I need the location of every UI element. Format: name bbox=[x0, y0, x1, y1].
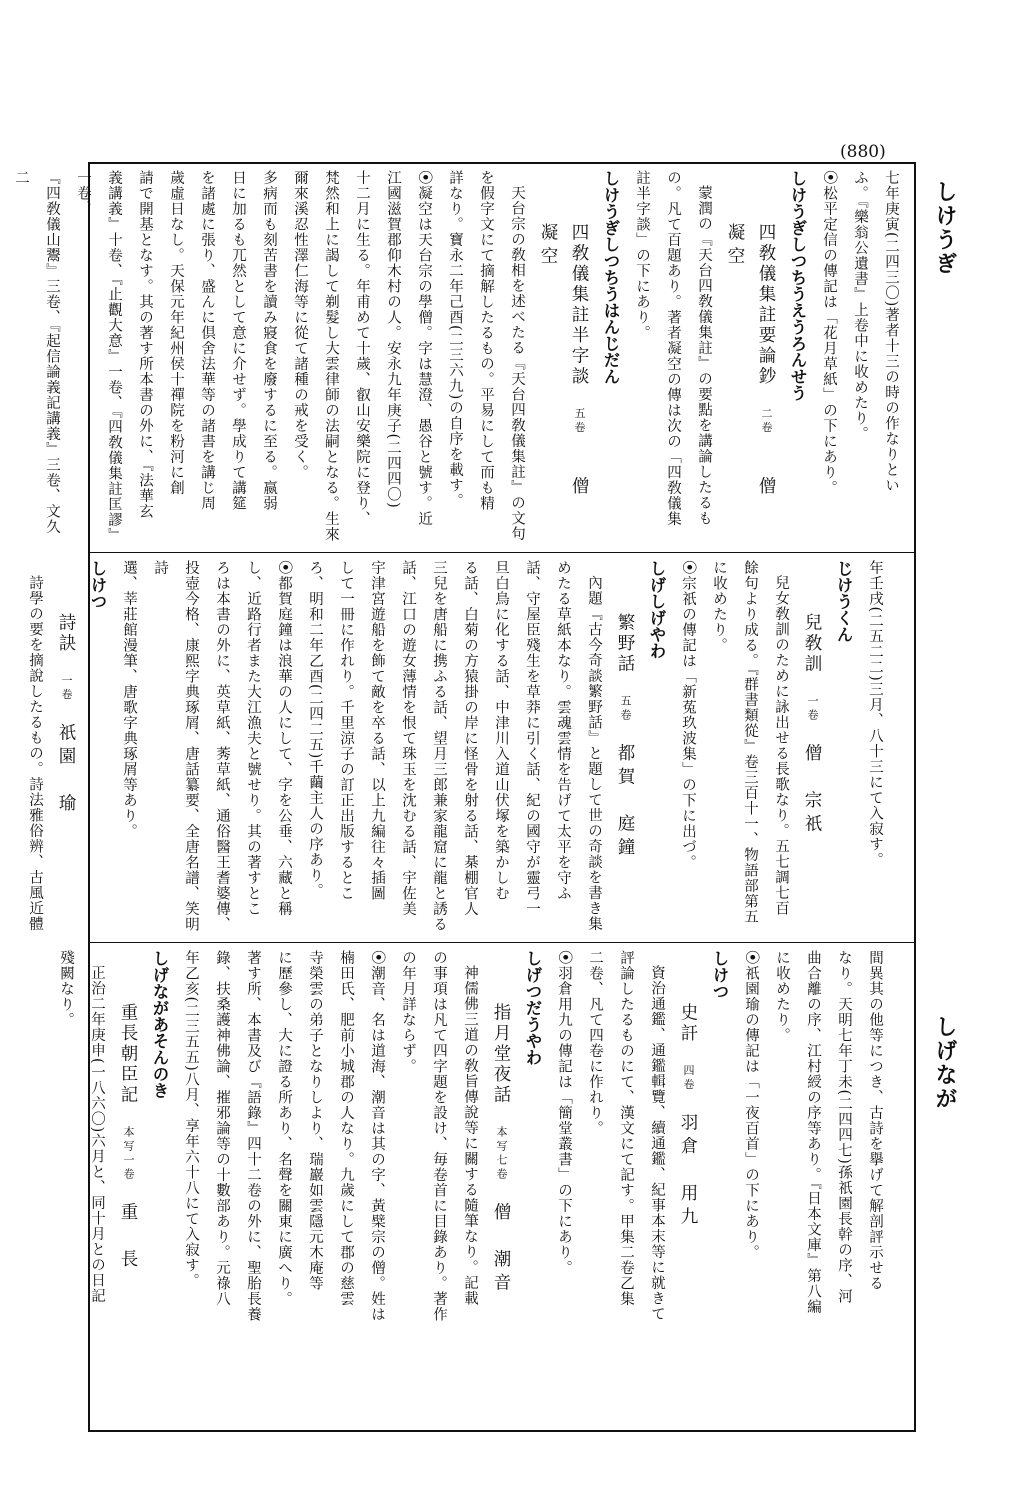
body-line: ⦿宗祇の傳記は「新菟玖波集」の下に出づ。 bbox=[680, 560, 696, 870]
body-line: ⦿潮音、名は道海、潮音は其の字、黃檗宗の僧。姓は bbox=[369, 950, 385, 1322]
body-line: の。凡て百題あり。著者凝空の傳は次の「四敎儀集 bbox=[665, 170, 681, 527]
entry-title: 詩訣 bbox=[56, 612, 76, 654]
entry-title: 指月堂夜話 bbox=[491, 1002, 511, 1105]
body-line: 年乙亥(二三五五)八月、享年六十八にて入寂す。 bbox=[183, 950, 199, 1289]
entry-volumes: 一卷 bbox=[806, 694, 819, 723]
body-line: 天台宗の敎相を述べたる『天台四敎儀集註』の文句 bbox=[509, 184, 525, 541]
continuation-line: 年壬戌(二五二二)三月、八十三にて入寂す。 bbox=[867, 560, 883, 868]
body-line: 正治二年庚申(一八六〇)六月と、同十月との日記 bbox=[89, 964, 105, 1304]
entry-author: 重 長 bbox=[118, 1202, 138, 1273]
continuation-line: 曲合離の序、江村綬の序等あり。『日本文庫』第八編 bbox=[805, 950, 821, 1315]
body-line: 資治通鑑、通鑑輯覽、續通鑑、紀事本末等に就きて bbox=[649, 964, 665, 1321]
entry-title-row bbox=[609, 560, 641, 935]
entry-title: 繁野話 bbox=[615, 612, 635, 674]
body-line: 話、江口の遊女薄情を恨て珠玉を沈むる話、宇佐美 bbox=[400, 560, 416, 917]
body-line: して一冊に作れり。千里涼子の訂正出版するとこ bbox=[338, 560, 354, 901]
body-line: ⦿都賀庭鐘は浪華の人にして、字を公垂、六藏と稱 bbox=[276, 560, 292, 917]
body-line: 寺榮雲の弟子となりしより、瑞巖如雲隱元木庵等 bbox=[307, 950, 323, 1291]
entry-volumes: 五卷 bbox=[619, 694, 632, 723]
body-line: ろ、明和二年乙酉(二四二五)千繭主人の序あり。 bbox=[307, 560, 323, 899]
body-line: を假字文にて摘解したるもの。平易にして而も精 bbox=[478, 170, 494, 511]
entry-author: 羽倉 用九 bbox=[678, 1112, 698, 1230]
entry-volumes: 四卷 bbox=[682, 1064, 695, 1092]
continuation-line: に收めたり。 bbox=[774, 950, 790, 1043]
entry-kana: しげながあそんのき bbox=[150, 950, 169, 1099]
entry-title-row bbox=[112, 950, 144, 1420]
section-top bbox=[13, 170, 906, 545]
body-line: 餘句より成る。『群書類從』卷三百十一、物語部第五 bbox=[742, 560, 758, 925]
entry-title-row bbox=[796, 560, 828, 935]
continuation-line: ⦿松平定信の傳記は「花月草紙」の下にあり。 bbox=[821, 170, 837, 496]
entry-title: 兒敎訓 bbox=[802, 612, 822, 674]
body-line: ⦿羽倉用九の傳記は「簡堂叢書」の下にあり。 bbox=[556, 950, 572, 1276]
body-line: 江國滋賀郡仰木村の人。安永九年庚子(二四四〇) bbox=[385, 170, 401, 509]
body-line: 兒女敎訓のために詠出せる長歌なり。五七調七百 bbox=[773, 574, 789, 916]
entry-kana: じけうくん bbox=[834, 560, 853, 643]
section-divider bbox=[88, 552, 916, 553]
body-line: 錄、扶桑護神佛論、摧邪論等の十數部あり。元祿八 bbox=[214, 950, 230, 1307]
entry-volumes: 五卷 bbox=[573, 407, 586, 435]
entry-kana: しげつだうやわ bbox=[523, 950, 542, 1066]
body-line: 梵然和上に謁して剃髮し大雲律師の法嗣となる。生來 bbox=[323, 170, 339, 542]
body-line: 『四敎儀山鬻』三卷、『起信論義記講義』三卷、文久二 bbox=[13, 170, 60, 535]
entry-author: 僧 宗祇 bbox=[802, 743, 822, 837]
body-line: 爾來溪忍性澤仁海等に從て諸種の戒を受く。 bbox=[292, 170, 308, 480]
body-line: 十二月に生る。年甫めて十歲、叡山安樂院に登り、 bbox=[354, 170, 370, 527]
body-line: る話、白菊の方猿掛の岸に怪骨を射る話、棊棚官人 bbox=[462, 560, 478, 917]
section-divider bbox=[88, 942, 916, 943]
continuation-line: 七年庚寅(二四三〇)著者十三の時の作なりとい bbox=[883, 170, 899, 494]
body-line: 投壺今格、康熙字典琢屑、唐話纂要、全唐名譜、笑明詩 bbox=[152, 560, 199, 932]
entry-volumes: 一卷 bbox=[122, 1153, 135, 1182]
entry-kana: しけうぎしつちうはんじだん bbox=[601, 170, 620, 385]
continuation-line: 間異其の他等につき、古詩を擧げて解剖評示せる bbox=[867, 950, 883, 1291]
running-header-right: しけうぎ bbox=[932, 180, 958, 276]
entry-volumes: 一卷 bbox=[60, 674, 73, 702]
body-line: 請で開基となす。其の著す所本書の外に、『法華玄 bbox=[137, 170, 153, 520]
body-line: 三兒を唐船に携ふる話、望月三郎兼家龍窟に龍と誘る bbox=[431, 560, 447, 932]
body-line: 選、莘莊館漫筆、唐歌字典琢屑等あり。 bbox=[121, 560, 137, 839]
entry-title-row bbox=[719, 170, 782, 545]
entry-volumes: 七卷 bbox=[495, 1153, 508, 1182]
continuation-line: ⦿祇園瑜の傳記は「一夜百首」の下にあり。 bbox=[743, 950, 759, 1260]
body-line: し、近路行者また大江漁夫と號せり。其の著すとこ bbox=[245, 560, 261, 917]
entry-author: 祇園 瑜 bbox=[56, 722, 76, 817]
entry-author: 僧 凝空 bbox=[538, 222, 589, 523]
entry-author: 僧 潮音 bbox=[491, 1202, 511, 1296]
page-number: (880) bbox=[840, 142, 886, 162]
section-middle bbox=[27, 560, 890, 935]
body-line: に收めたり。 bbox=[711, 560, 727, 653]
body-line: 蒙潤の『天台四敎儀集註』の要點を講論したるも bbox=[696, 184, 712, 526]
running-header-left: しげなが bbox=[932, 1015, 958, 1111]
body-line: 日に加るも兀然として意に介せず。學成りて講筵 bbox=[230, 170, 246, 511]
entry-title: 四敎儀集註要論鈔 bbox=[756, 222, 776, 387]
entry-kana: しげしげやわ bbox=[647, 560, 666, 659]
body-line: を諸處に張り、盛んに倶舍法華等の諸書を講じ周 bbox=[199, 170, 215, 511]
body-line: 二卷、凡て四卷に作れり。 bbox=[587, 950, 603, 1136]
body-line: 評論したるものにて、漢文にて記す。甲集二卷乙集 bbox=[618, 950, 634, 1307]
body-line: 楠田氏、肥前小城郡の人なり。九歲にして郡の慈雲 bbox=[338, 950, 354, 1307]
body-line: の事項は凡て四字題を設け、毎卷首に目錄あり。著作 bbox=[431, 950, 447, 1322]
body-line: ⦿凝空は天台宗の學僧。字は慧澄、愚谷と號す。近 bbox=[416, 170, 432, 527]
entry-title: 史訐 bbox=[678, 1002, 698, 1044]
body-line: 神儒佛三道の敎旨傳說等に關する隨筆なり。記載 bbox=[462, 964, 478, 1306]
entry-volumes: 二卷 bbox=[760, 407, 773, 435]
entry-title-row bbox=[485, 950, 517, 1420]
body-line: 旦白鳥に化する話、中津川入道山伏塚を築かしむ bbox=[493, 560, 509, 901]
entry-title-row bbox=[50, 560, 82, 935]
continuation-line: ふ。『樂翁公遺書』上卷中に收めたり。 bbox=[852, 170, 868, 442]
section-bottom bbox=[58, 950, 890, 1420]
entry-volumes-prefix: 本写 bbox=[495, 1125, 508, 1154]
body-line: 義講義』十卷、『止觀大意』一卷、『四敎儀集註匡謬』一卷、 bbox=[75, 170, 122, 543]
entry-title-row bbox=[532, 170, 595, 545]
body-line: の年月詳ならず。 bbox=[400, 950, 416, 1074]
continuation-line: なり。天明七年丁未(二四四七)孫祇園長幹の序、河 bbox=[836, 950, 852, 1305]
entry-title: 重長朝臣記 bbox=[118, 1002, 138, 1105]
entry-kana: しけうぎしつちうえうろんせう bbox=[788, 170, 807, 401]
entry-author: 都賀 庭鐘 bbox=[615, 743, 635, 861]
body-line: 歲虛日なし。天保元年紀州侯十禪院を粉河に創 bbox=[168, 170, 184, 496]
entry-kana: しけつ bbox=[88, 560, 107, 610]
body-line: 註半字談」の下にあり。 bbox=[634, 170, 650, 341]
body-line: 宇津宮遊船を飾て敵を卒る話、以上九編往々插圖 bbox=[369, 560, 385, 901]
body-line: に歷參し、大に證る所あり、名聲を關東に廣へり。 bbox=[276, 950, 292, 1307]
body-line: 殘闕なり。 bbox=[58, 950, 74, 1028]
entry-title-row bbox=[672, 950, 704, 1420]
body-line: 詩學の要を摘說したるもの。詩法雅俗辨、古風近體 bbox=[27, 574, 43, 931]
body-line: 著す所、本書及び『語錄』四十二卷の外に、聖胎長養 bbox=[245, 950, 261, 1322]
entry-kana: しけつ bbox=[710, 950, 729, 1000]
entry-volumes-prefix: 本写 bbox=[122, 1125, 135, 1154]
entry-author: 僧 凝空 bbox=[725, 222, 776, 523]
body-line: めたる草紙本なり。雲魂雲情を告げて太平を守ふ bbox=[555, 560, 571, 901]
body-line: 多病而も刻苦書を讀み寢食を廢するに至る。嬴弱 bbox=[261, 170, 277, 511]
body-line: ろは本書の外に、英草紙、莠草紙、通俗醫王耆婆傳、 bbox=[214, 560, 230, 932]
body-line: 內題『古今奇談繁野話』と題して世の奇談を書き集 bbox=[586, 574, 602, 931]
body-line: 詳なり。寶永二年己酉(二三六九)の自序を載す。 bbox=[447, 170, 463, 509]
body-line: 話、守屋臣殘生を草莽に引く話、紀の國守が靈弓一 bbox=[524, 560, 540, 917]
entry-title: 四敎儀集註半字談 bbox=[569, 222, 589, 387]
